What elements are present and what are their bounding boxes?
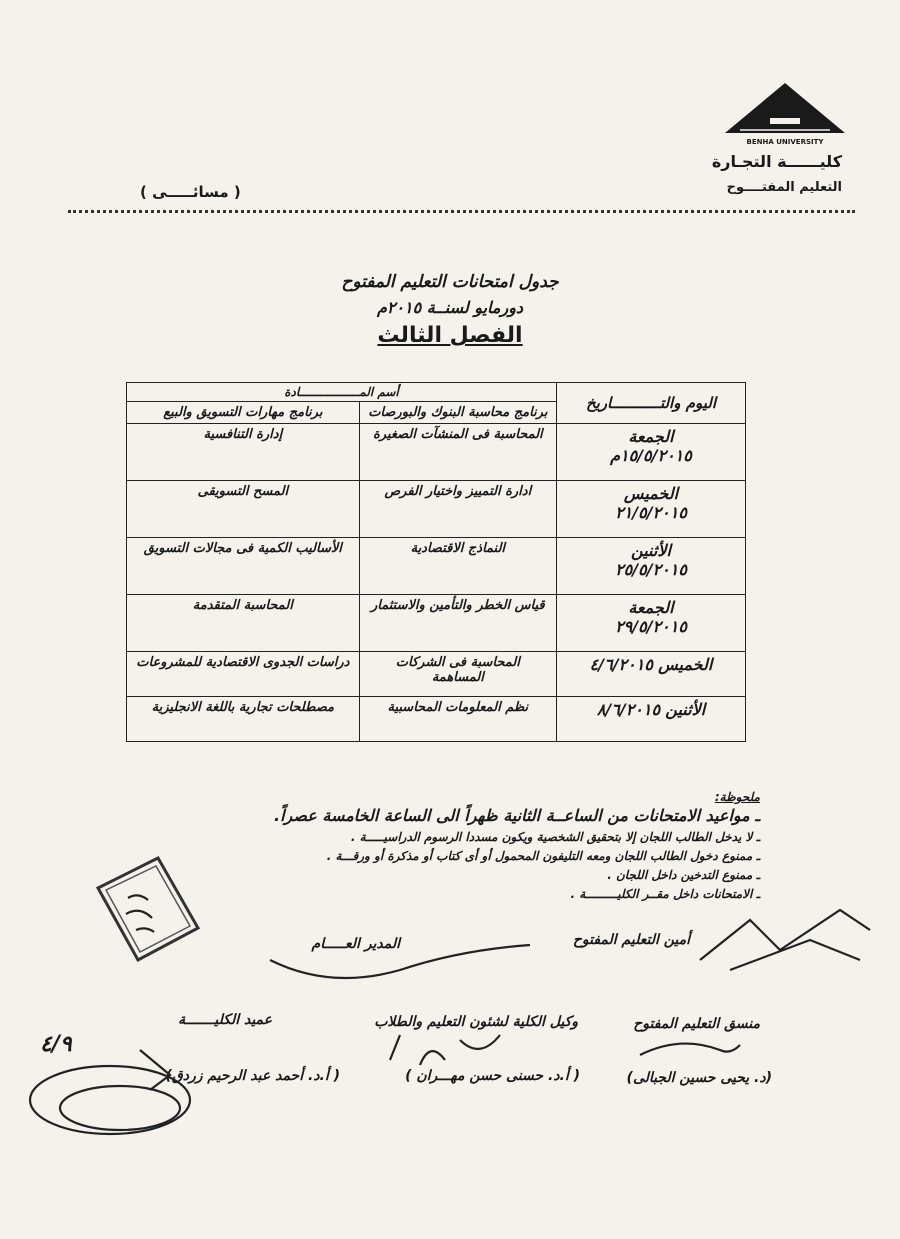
subject-cell: ادارة التمييز واختيار الفرص	[359, 481, 556, 538]
note-item: ـ الامتحانات داخل مقــر الكليـــــــــة .	[570, 887, 760, 901]
subject-cell: دراسات الجدوى الاقتصادية للمشروعات	[127, 652, 360, 697]
note-item: ـ لا يدخل الطالب اللجان إلا بتحقيق الشخصية ويكون مسددا الرسوم الدراسيـــــة .	[350, 830, 760, 844]
day-name: الجمعة	[628, 598, 674, 617]
subject-cell: المسح التسويقى	[127, 481, 360, 538]
table-row	[127, 595, 746, 652]
secretary-signature	[690, 900, 880, 990]
official-stamp	[88, 848, 208, 968]
table-row	[127, 697, 746, 742]
program-name: التعليم المفتــــوح	[726, 180, 842, 195]
table-header-row	[127, 383, 746, 402]
header-subject: أسم المـــــــــــــــــادة	[127, 383, 557, 402]
vice-dean-signature	[380, 1030, 510, 1075]
table-row	[127, 481, 746, 538]
vice-dean-name: ( أ.د. حسنى حسن مهـــران )	[405, 1068, 580, 1084]
day-name: الخميس	[623, 484, 679, 503]
notes-heading: ملحوظة:	[714, 790, 760, 804]
exam-schedule-table	[126, 382, 746, 742]
day-name: الجمعة	[628, 427, 674, 446]
vice-dean-title: وكيل الكلية لشئون التعليم والطلاب	[374, 1014, 578, 1030]
note-item: ـ ممنوع دخول الطالب اللجان ومعه التليفون المحمول أو أى كتاب أو مذكرة أو ورقـــة .	[326, 849, 760, 863]
dean-name: ( أ.د. أحمد عبد الرحيم زردق)	[165, 1068, 340, 1084]
subject-cell: المحاسبة فى الشركات المساهمة	[359, 652, 556, 697]
director-title: المدير العـــــام	[311, 936, 400, 952]
faculty-name: كليــــــة التجـارة	[711, 152, 842, 171]
table-row	[127, 424, 746, 481]
note-item: ـ ممنوع التدخين داخل اللجان .	[607, 868, 760, 882]
subject-cell: نظم المعلومات المحاسبية	[359, 697, 556, 742]
university-logo	[720, 78, 850, 148]
handwritten-date: ٤/٩	[40, 1032, 72, 1057]
subject-cell: المحاسبة فى المنشآت الصغيرة	[359, 424, 556, 481]
semester-title: الفصل الثالث	[377, 323, 523, 348]
header-divider	[68, 210, 855, 213]
day-name: الأثنين	[665, 700, 706, 719]
subject-cell: قياس الخطر والتأمين والاستثمار	[359, 595, 556, 652]
director-signature	[260, 920, 540, 990]
subject-cell: إدارة التنافسية	[127, 424, 360, 481]
exam-date: ٢١/٥/٢٠١٥	[615, 503, 687, 522]
subject-cell: المحاسبة المتقدمة	[127, 595, 360, 652]
title-line-2: دورمايو لسنــة ٢٠١٥م	[376, 298, 524, 317]
title-line-1: جدول امتحانات التعليم المفتوح	[341, 272, 559, 292]
dean-title: عميد الكليـــــــة	[178, 1012, 272, 1028]
exam-date: ١٥/٥/٢٠١٥م	[610, 446, 692, 465]
shift-label: ( مسائـــــى )	[140, 183, 241, 201]
exam-date: ٨/٦/٢٠١٥	[596, 700, 661, 719]
exam-date: ٤/٦/٢٠١٥	[589, 655, 653, 674]
table-row	[127, 538, 746, 595]
day-name: الخميس	[658, 655, 713, 674]
subject-cell: مصطلحات تجارية باللغة الانجليزية	[127, 697, 360, 742]
table-row	[127, 652, 746, 697]
secretary-title: أمين التعليم المفتوح	[572, 932, 690, 948]
subject-cell: الأساليب الكمية فى مجالات التسويق	[127, 538, 360, 595]
coordinator-name: (د. يحيى حسين الجبالى)	[626, 1070, 772, 1086]
day-name: الأثنين	[631, 541, 671, 560]
svg-text:BENHA UNIVERSITY: BENHA UNIVERSITY	[746, 138, 824, 146]
exam-date: ٢٥/٥/٢٠١٥	[615, 560, 687, 579]
header-program-b: برنامج مهارات التسويق والبيع	[127, 402, 360, 424]
header-program-a: برنامج محاسبة البنوك والبورصات	[359, 402, 556, 424]
subject-cell: النماذج الاقتصادية	[359, 538, 556, 595]
header-day-date: اليوم والتـــــــــــاريخ	[556, 383, 745, 424]
exam-time-note: ـ مواعيد الامتحانات من الساعــة الثانية ظهراً الى الساعة الخامسة عصراً.	[274, 806, 760, 825]
title-block	[240, 272, 660, 348]
exam-date: ٢٩/٥/٢٠١٥	[615, 617, 687, 636]
coordinator-signature	[630, 1030, 750, 1070]
coordinator-title: منسق التعليم المفتوح	[633, 1016, 760, 1032]
